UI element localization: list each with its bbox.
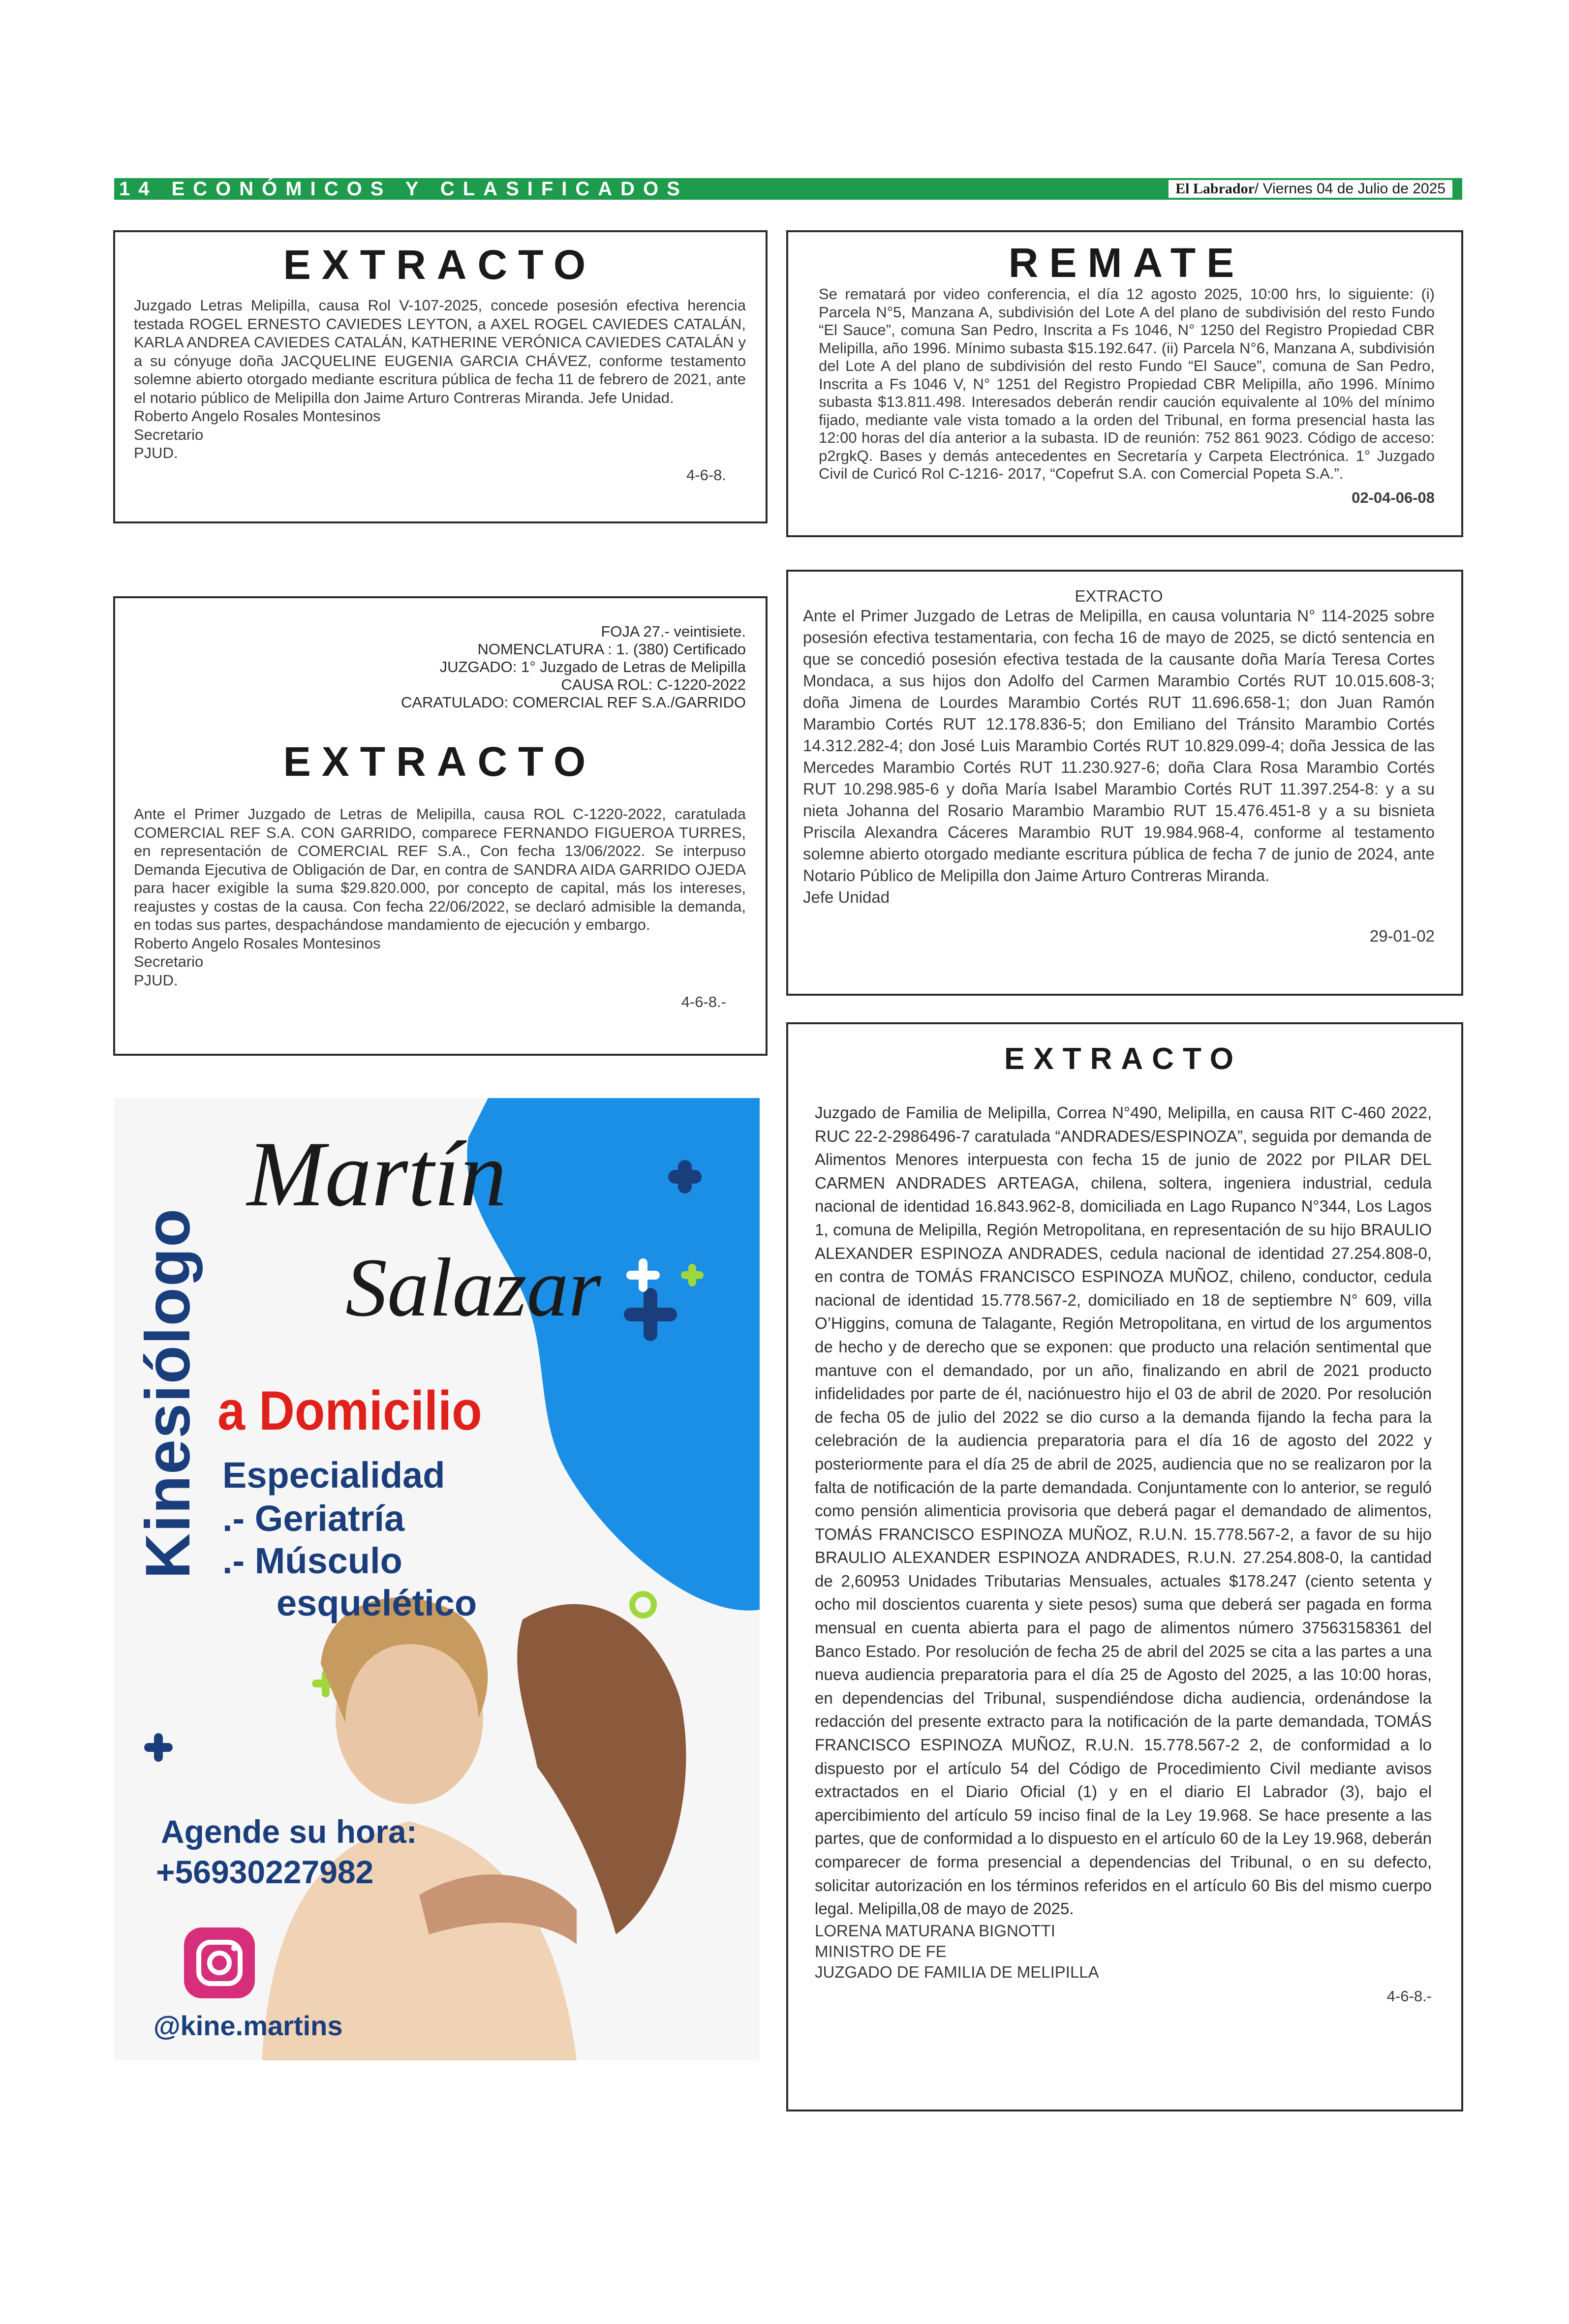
newspaper-name: El Labrador — [1175, 181, 1255, 197]
signature-title: MINISTRO DE FE — [815, 1942, 947, 1960]
notice-title: REMATE — [1008, 240, 1245, 286]
case-nomenclatura: NOMENCLATURA : 1. (380) Certificado — [477, 641, 746, 658]
extracto-notice-4 — [786, 1022, 1463, 2111]
case-caratulado: CARATULADO: COMERCIAL REF S.A./GARRIDO — [400, 694, 746, 711]
notice-tail: Jefe Unidad — [803, 888, 890, 906]
signature-name: Roberto Angelo Rosales Montesinos — [134, 407, 381, 425]
notice-body: Ante el Primer Juzgado de Letras de Melipilla, causa ROL C-1220-2022, caratulada COMERCIAL REF S.A. CON GARRIDO, comparece FERNANDO FIGUEROA TURRES, en representación de COMERCIAL REF S.A., Con fecha 13/06/2022. Se interpuso Demanda Ejecutiva de Obligación de Dar, en contra de SANDRA AIDA GARRIDO OJEDA para hacer exigible la suma $29.820.000, por concepto de capital, más los intereses, reajustes y costas de la causa. Con fecha 22/06/2022, se declaró admisible la demanda, en todas sus partes, despachándose mandamiento de ejecución y embargo. — [134, 805, 746, 933]
notice-title: EXTRACTO — [1075, 587, 1163, 605]
notice-body: Juzgado Letras Melipilla, causa Rol V-107-2025, concede posesión efectiva herencia testada ROGEL ERNESTO CAVIEDES LEYTON, a AXEL ROGEL CAVIEDES CATALÁN, KARLA ANDREA CAVIEDES CATALÁN, KATHERINE VERÓNICA CAVIEDES CATALÁN y a su cónyuge doña JACQUELINE EUGENIA GARCIA CHÁVEZ, conforme testamento solemne abierto otorgado mediante escritura pública de fecha 11 de febrero de 2021, ante el notario público de Melipilla don Jaime Arturo Contreras Miranda. Jefe Unidad. — [134, 297, 746, 406]
publication-code: 29-01-02 — [1369, 927, 1435, 945]
instagram-icon — [184, 1927, 255, 1998]
notice-body: Ante el Primer Juzgado de Letras de Melipilla, en causa voluntaria N° 114-2025 sobre posesión efectiva testamentaria, con fecha 16 de mayo de 2025, se dictó sentencia en que se concedió posesión efectiva testada de la causante doña María Teresa Cortes Mondaca, a sus hijos don Adolfo del Carmen Marambio Cortés RUT 10.015.608-3; doña Jimena de Lourdes Marambio Cortés RUT 11.696.658-1; don Juan Ramón Marambio Cortés RUT 12.178.836-5; don Emiliano del Tránsito Marambio Cortés 14.312.282-4; don José Luis Marambio Cortés RUT 10.829.099-4; doña Jessica de las Mercedes Marambio Cortés RUT 11.230.927-6; doña Clara Rosa Marambio Cortés RUT 10.298.985-6 y doña María Isabel Marambio Cortés RUT 11.397.254-8: y a su nieta Johanna del Rosario Marambio Marambio RUT 15.476.451-8 y a su bisnieta Priscila Alexandra Cáceres Marambio RUT 19.984.968-4, conforme al testamento solemne abierto otorgado mediante escritura pública de fecha 7 de junio de 2024, ante Notario Público de Melipilla don Jaime Arturo Contreras Miranda. — [803, 607, 1435, 885]
edition-date: / Viernes 04 de Julio de 2025 — [1254, 181, 1446, 197]
signature-title: Secretario — [134, 953, 204, 970]
signature-org: PJUD. — [134, 971, 178, 989]
notice-title: EXTRACTO — [1004, 1042, 1242, 1076]
section-header-bar — [114, 178, 1462, 200]
case-rol: CAUSA ROL: C-1220-2022 — [561, 676, 746, 693]
case-juzgado: JUZGADO: 1° Juzgado de Letras de Melipilla — [439, 658, 746, 675]
kinesiologo-advertisement — [114, 1098, 760, 2060]
publication-code: 4-6-8. — [686, 466, 726, 484]
notice-body: Se rematará por video conferencia, el día 12 agosto 2025, 10:00 hrs, lo siguiente: (i) Parcela N°5, Manzana A, subdivisión del Lote A del plano de subdivisión del resto Fundo “El Sauce”, comuna San Pedro, Inscrita a Fs 1046, N° 1250 del Registro Propiedad CBR Melipilla, año 1996. Mínimo subasta $15.192.647. (ii) Parcela N°6, Manzana A, subdivisión del Lote A del plano de subdivisión del resto Fundo “El Sauce”, comuna de San Pedro, Inscrita a Fs 1046 V, N° 1251 del Registro Propiedad CBR Melipilla, año 1996. Mínimo subasta $13.811.498. Interesados deberán rendir caución equivalente al 10% del mínimo fijado, mediante vale vista tomado a la orden del Tribunal, en forma presencial hasta las 12:00 horas del día anterior a la subasta. ID de reunión: 752 861 9023. Código de acceso: p2rgkQ. Bases y demás antecedentes en Secretaría y Carpeta Electrónica. 1° Juzgado Civil de Curicó Rol C-1216- 2017, “Copefrut S.A. con Comercial Popeta S.A.”. — [819, 285, 1435, 482]
notice-body: Juzgado de Familia de Melipilla, Correa N°490, Melipilla, en causa RIT C-460 2022, RUC 22-2-2986496-7 caratulada “ANDRADES/ESPINOZA”, seguida por demanda de Alimentos Menores interpuesta con fecha 15 de junio de 2022 por PILAR DEL CARMEN ANDRADES ARTEAGA, chilena, soltera, ingeniera industrial, cedula nacional de identidad 16.843.962-8, domiciliada en Lago Rupanco N°344, Los Lagos 1, comuna de Melipilla, Región Metropolitana, en representación de su hijo BRAULIO ALEXANDER ESPINOZA ANDRADES, cedula nacional de identidad 27.254.808-0, en contra de TOMÁS FRANCISCO ESPINOZA MUÑOZ, chileno, conductor, cedula nacional de identidad 15.778.567-2, domiciliado en 18 de septiembre N° 609, villa O’Higgins, comuna de Talagante, Región Metropolitana, en virtud de los argumentos de hecho y de derecho que se exponen: que producto una relación sentimental que mantuve con el demandado, por un año, finalizando en abril de 2021 producto infidelidades por parte de él, naciónuestro hijo el 03 de abril de 2020. Por resolución de fecha 05 de julio del 2022 se dio curso a la demanda fijando la fecha para la celebración de la audiencia preparatoria para el día 16 de agosto del 2022 y posteriormente para el día 25 de abril de 2025, audiencia que no se realizaron por la falta de notificación de la parte demandada. Conjuntamente con lo anterior, se reguló como pensión alimenticia provisoria que deberá pagar el demandado de alimentos, TOMÁS FRANCISCO ESPINOZA MUÑOZ, R.U.N. 15.778.567-2, a favor de su hijo BRAULIO ALEXANDER ESPINOZA ANDRADES, R.U.N. 27.254.808-0, la cantidad de 2,60953 Unidades Tributarias Mensuales, actuales $178.247 (ciento setenta y ocho mil doscientos cuarenta y siete pesos) suma que deberá ser pagada en forma mensual en cuenta abierta para el pago de alimentos número 37563158361 del Banco Estado. Por resolución de fecha 25 de abril del 2025 se cita a las partes a una nueva audiencia preparatoria para el día 25 de Agosto del 2025, a las 10:00 horas, en dependencias del Tribunal, suspendiéndose dicha audiencia, ordenándose la redacción del presente extracto para la notificación de la parte demandada, TOMÁS FRANCISCO ESPINOZA MUÑOZ, R.U.N. 15.778.567-2 2, de conformidad a lo dispuesto por el artículo 54 del Código de Procedimiento Civil mediante avisos extractados en el Diario Oficial (1) y en el diario El Labrador (3), bajo el apercibimiento del artículo 59 inciso final de la Ley 19.968. Se hace presente a las partes, que de conformidad a lo dispuesto en el artículo 60 de la Ley 19.968, deberán comparecer de forma presencial a dependencias del Tribunal, o en su defecto, solicitar autorización en los términos referidos en el artículo 60 Bis del mismo cuerpo legal. Melipilla,08 de mayo de 2025. — [815, 1103, 1432, 1918]
ad-especialidad-2: .- Músculo — [222, 1540, 402, 1581]
ad-name-last: Salazar — [345, 1241, 601, 1334]
case-header — [134, 623, 746, 711]
signature-name: Roberto Angelo Rosales Montesinos — [134, 934, 381, 952]
publication-code: 4-6-8.- — [681, 993, 726, 1010]
signature-title: Secretario — [134, 426, 204, 443]
ad-vertical-title: Kinesiólogo — [133, 1207, 203, 1579]
ad-domicilio: a Domicilio — [217, 1380, 482, 1441]
ad-agende: Agende su hora: — [161, 1813, 417, 1850]
ad-name-first: Martín — [247, 1123, 507, 1226]
case-foja: FOJA 27.- veintisiete. — [601, 623, 746, 640]
section-title: 14 ECONÓMICOS Y CLASIFICADOS — [119, 178, 688, 200]
ad-phone: +56930227982 — [156, 1854, 374, 1890]
signature-org: PJUD. — [134, 444, 178, 461]
notice-title: EXTRACTO — [283, 242, 597, 288]
signature-name: LORENA MATURANA BIGNOTTI — [815, 1921, 1055, 1940]
extracto-notice-3 — [786, 570, 1463, 996]
ad-instagram-handle: @kine.martins — [154, 2010, 343, 2041]
ad-especialidad-1: .- Geriatría — [222, 1498, 405, 1539]
remate-notice — [786, 230, 1463, 537]
extracto-notice-1 — [113, 230, 768, 523]
publication-code: 02-04-06-08 — [1352, 489, 1435, 506]
signature-org: JUZGADO DE FAMILIA DE MELIPILLA — [815, 1962, 1099, 1981]
extracto-notice-2 — [113, 596, 768, 1056]
publication-code: 4-6-8.- — [1386, 1987, 1432, 2005]
notice-title: EXTRACTO — [283, 738, 597, 785]
edition-info — [1169, 180, 1452, 198]
ad-especialidad-3: esquelético — [277, 1583, 477, 1623]
ad-especialidad-title: Especialidad — [222, 1455, 445, 1496]
